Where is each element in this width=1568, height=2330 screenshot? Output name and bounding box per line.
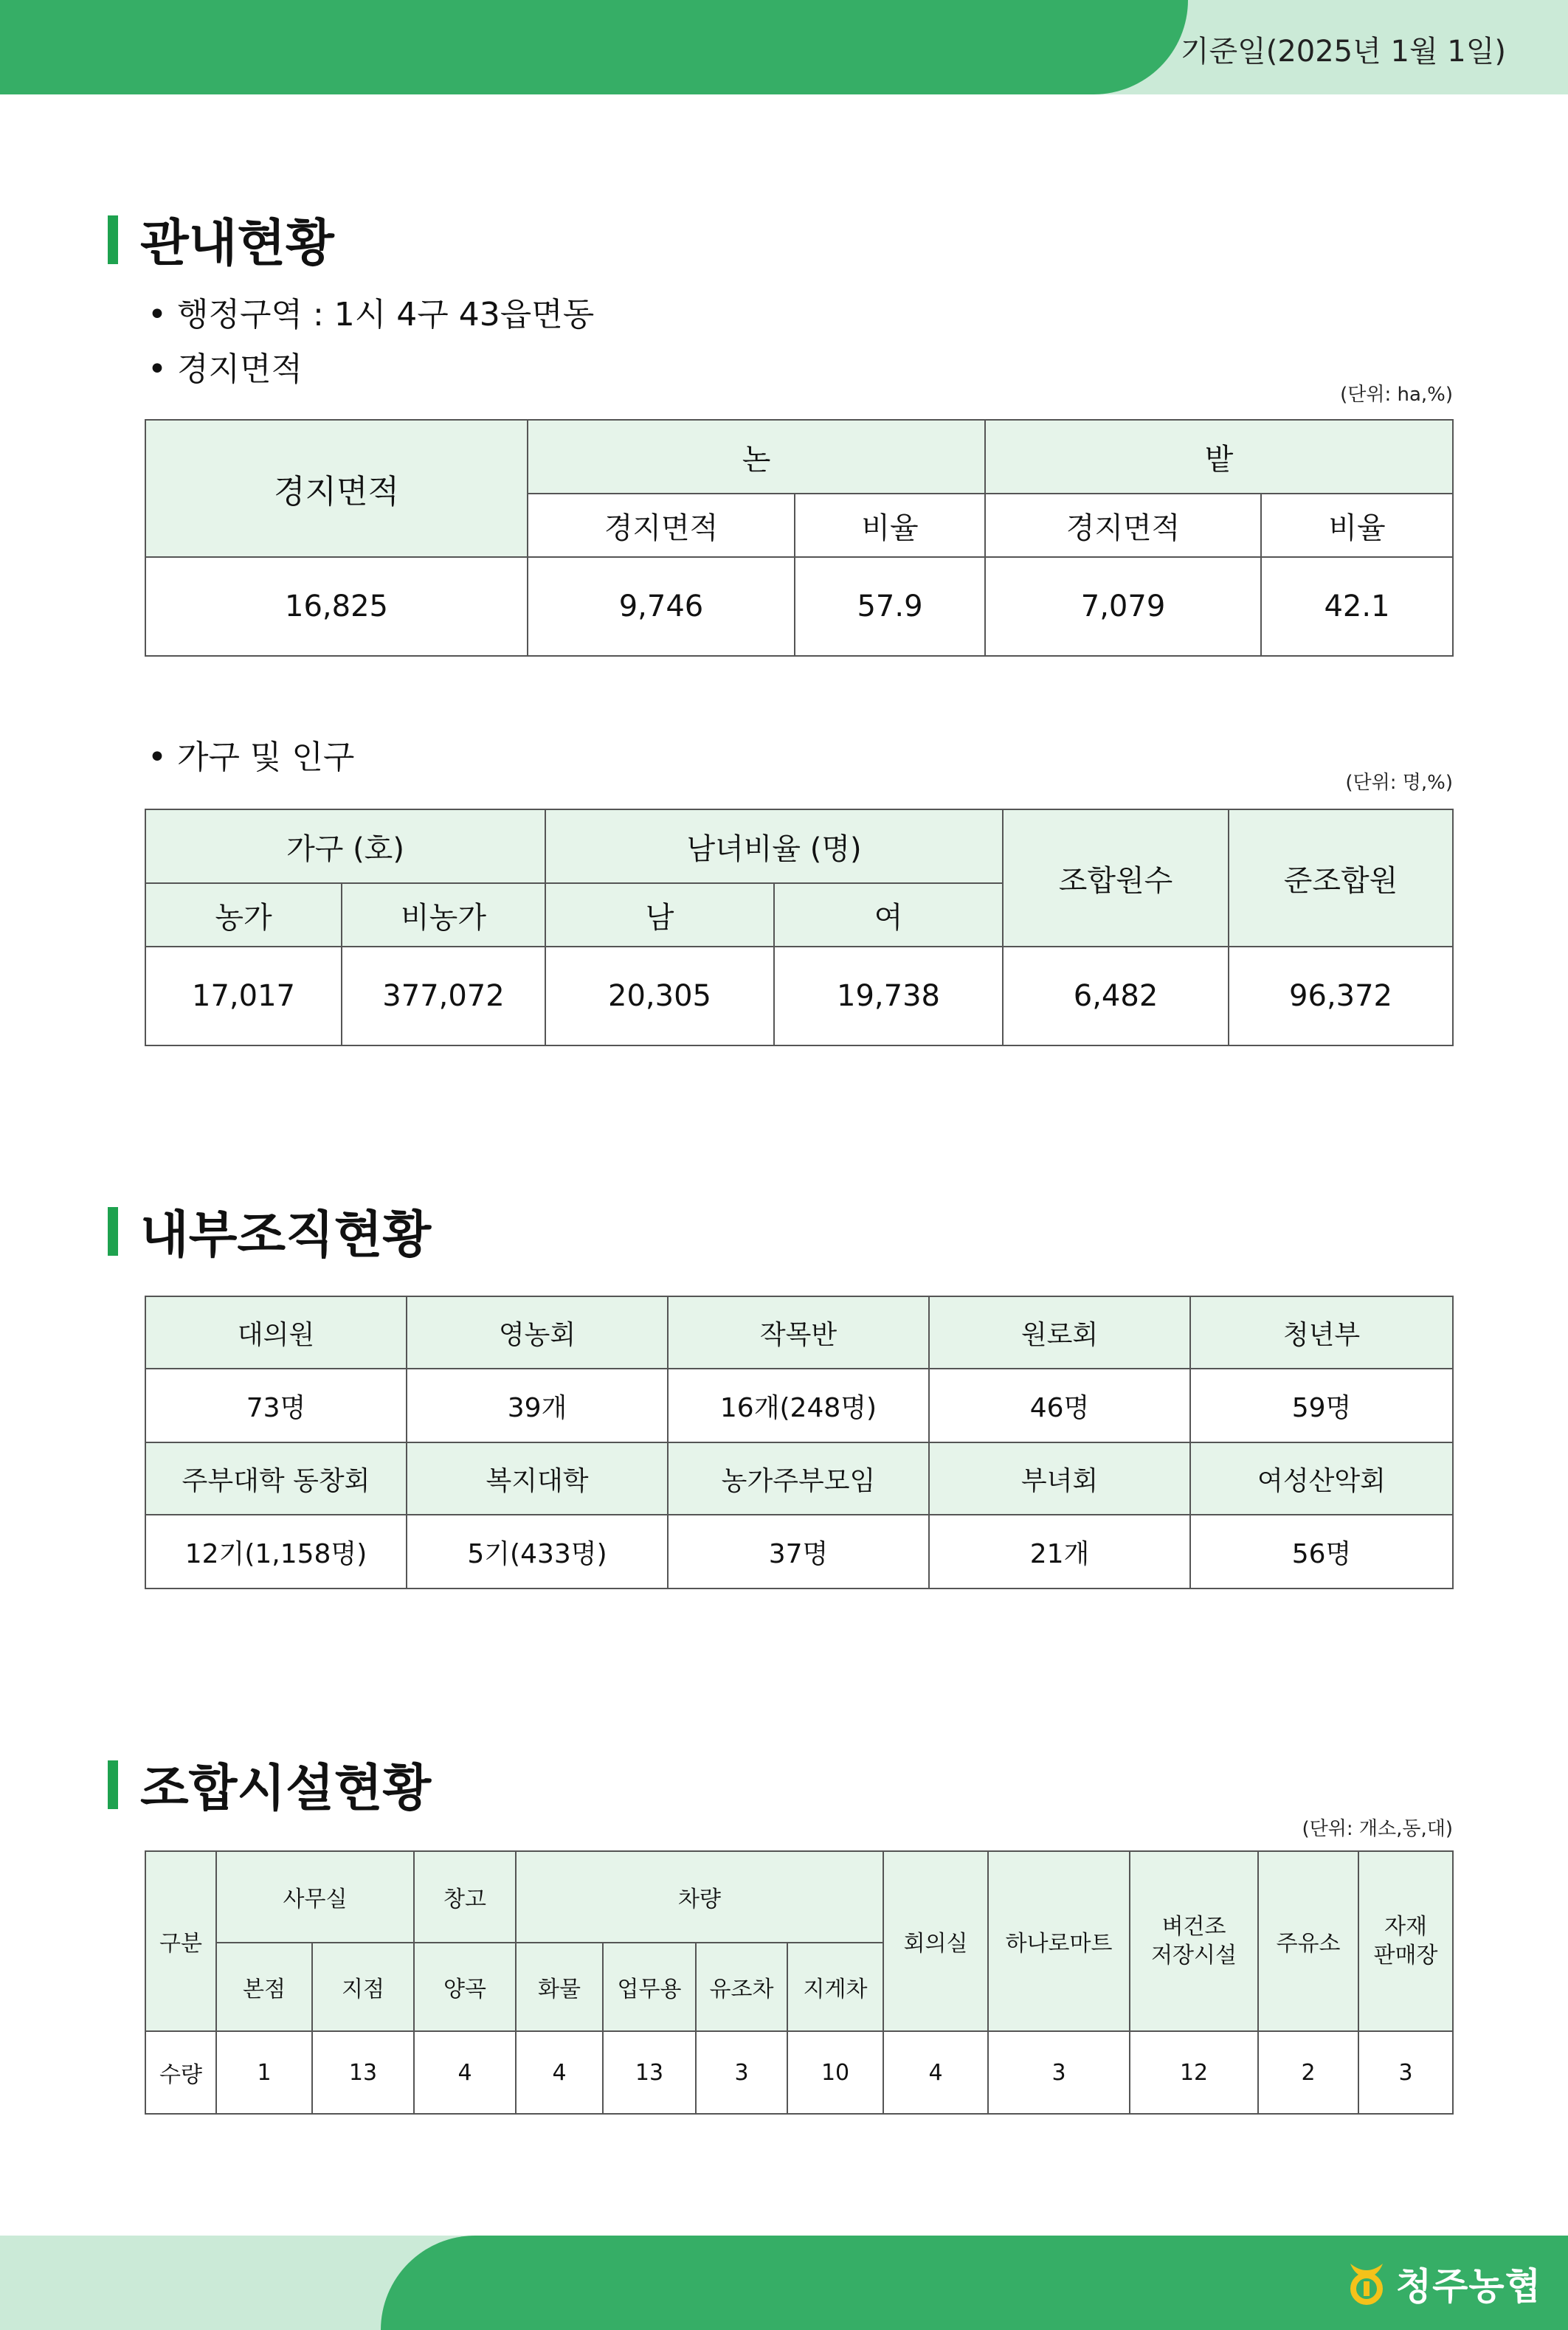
- org-value: 39개: [407, 1369, 668, 1442]
- facilities-unit: (단위: 개소,동,대): [1302, 1818, 1453, 1840]
- header-warehouse: 창고: [414, 1851, 516, 1943]
- value-material-store: 3: [1358, 2031, 1453, 2114]
- header-branch-office: 지점: [312, 1943, 414, 2031]
- value-female: 19,738: [774, 947, 1003, 1045]
- header-female: 여: [774, 883, 1003, 947]
- header-members: 조합원수: [1003, 809, 1229, 947]
- value-business: 13: [603, 2031, 696, 2114]
- facilities-table: [145, 1850, 1454, 2115]
- household-population-table: [145, 809, 1454, 1046]
- header-associate-members: 준조합원: [1229, 809, 1453, 947]
- header-cargo: 화물: [516, 1943, 603, 2031]
- value-hanaro-mart: 3: [988, 2031, 1130, 2114]
- header-nonfarm: 비농가: [342, 883, 545, 947]
- org-label: 여성산악회: [1190, 1442, 1453, 1515]
- value-members: 6,482: [1003, 947, 1229, 1045]
- org-label: 대의원: [145, 1296, 407, 1369]
- value-main-office: 1: [216, 2031, 312, 2114]
- header-paddy-ratio: 비율: [795, 494, 985, 557]
- title-accent-bar: [108, 1760, 118, 1809]
- org-label: 주부대학 동창회: [145, 1442, 407, 1515]
- header-office: 사무실: [216, 1851, 414, 1943]
- row-label-quantity: 수량: [145, 2031, 216, 2114]
- population-unit: (단위: 명,%): [1345, 772, 1453, 794]
- value-branch-office: 13: [312, 2031, 414, 2114]
- header-rice-drying-storage: 벼건조 저장시설: [1130, 1851, 1258, 2031]
- header-paddy-area: 경지면적: [528, 494, 795, 557]
- area-unit: (단위: ha,%): [1340, 384, 1453, 406]
- header-grain: 양곡: [414, 1943, 516, 2031]
- value-rice-drying-storage: 12: [1130, 2031, 1258, 2114]
- value-field-ratio: 42.1: [1261, 557, 1453, 656]
- internal-organization-table: [145, 1296, 1454, 1589]
- value-total-area: 16,825: [145, 557, 528, 656]
- org-value: 12기(1,158명): [145, 1515, 407, 1589]
- section-title-facilities: 조합시설현황: [108, 1749, 431, 1820]
- header-field-ratio: 비율: [1261, 494, 1453, 557]
- logo-text: 청주농협: [1395, 2265, 1541, 2308]
- value-gas-station: 2: [1258, 2031, 1358, 2114]
- org-label: 복지대학: [407, 1442, 668, 1515]
- header-forklift: 지게차: [787, 1943, 883, 2031]
- header-field: 밭: [985, 420, 1453, 494]
- org-label: 원로회: [929, 1296, 1190, 1369]
- header-oil-truck: 유조차: [696, 1943, 787, 2031]
- title-accent-bar: [108, 215, 118, 264]
- header-total-area: 경지면적: [145, 420, 528, 557]
- value-nonfarm: 377,072: [342, 947, 545, 1045]
- header-category: 구분: [145, 1851, 216, 2031]
- org-value: 56명: [1190, 1515, 1453, 1589]
- value-cargo: 4: [516, 2031, 603, 2114]
- value-meeting-room: 4: [883, 2031, 988, 2114]
- org-value: 21개: [929, 1515, 1190, 1589]
- org-value: 46명: [929, 1369, 1190, 1442]
- org-value: 37명: [668, 1515, 929, 1589]
- value-paddy-ratio: 57.9: [795, 557, 985, 656]
- header-paddy: 논: [528, 420, 985, 494]
- value-associate-members: 96,372: [1229, 947, 1453, 1045]
- value-grain: 4: [414, 2031, 516, 2114]
- title-accent-bar: [108, 1207, 118, 1256]
- cheongju-nonghyup-logo: [1346, 2258, 1541, 2309]
- section-title-jurisdiction: 관내현황: [108, 204, 334, 275]
- value-male: 20,305: [545, 947, 774, 1045]
- header-gender-ratio: 남녀비율 (명): [545, 809, 1003, 883]
- admin-district-text: • 행정구역 : 1시 4구 43읍면동: [148, 296, 595, 333]
- org-value: 73명: [145, 1369, 407, 1442]
- header-main-office: 본점: [216, 1943, 312, 2031]
- value-field-area: 7,079: [985, 557, 1261, 656]
- section-title-organization: 내부조직현황: [108, 1195, 431, 1267]
- header-households: 가구 (호): [145, 809, 545, 883]
- header-vehicle: 차량: [516, 1851, 883, 1943]
- header-gas-station: 주유소: [1258, 1851, 1358, 2031]
- header-meeting-room: 회의실: [883, 1851, 988, 2031]
- population-bullet: • 가구 및 인구: [148, 739, 355, 776]
- org-label: 청년부: [1190, 1296, 1453, 1369]
- nonghyup-emblem-icon: [1346, 2261, 1387, 2306]
- area-bullet: • 경지면적: [148, 350, 303, 388]
- org-label: 부녀회: [929, 1442, 1190, 1515]
- value-farm: 17,017: [145, 947, 342, 1045]
- header-farm: 농가: [145, 883, 342, 947]
- value-forklift: 10: [787, 2031, 883, 2114]
- org-label: 농가주부모임: [668, 1442, 929, 1515]
- cultivated-area-table: [145, 419, 1454, 657]
- header-hanaro-mart: 하나로마트: [988, 1851, 1130, 2031]
- org-value: 5기(433명): [407, 1515, 668, 1589]
- value-paddy-area: 9,746: [528, 557, 795, 656]
- org-value: 16개(248명): [668, 1369, 929, 1442]
- header-green-shape: [0, 0, 1188, 94]
- org-label: 작목반: [668, 1296, 929, 1369]
- header-male: 남: [545, 883, 774, 947]
- org-label: 영농회: [407, 1296, 668, 1369]
- header-field-area: 경지면적: [985, 494, 1261, 557]
- header-material-store: 자재 판매장: [1358, 1851, 1453, 2031]
- org-value: 59명: [1190, 1369, 1453, 1442]
- base-date: 기준일(2025년 1월 1일): [1180, 35, 1506, 69]
- value-oil-truck: 3: [696, 2031, 787, 2114]
- header-business: 업무용: [603, 1943, 696, 2031]
